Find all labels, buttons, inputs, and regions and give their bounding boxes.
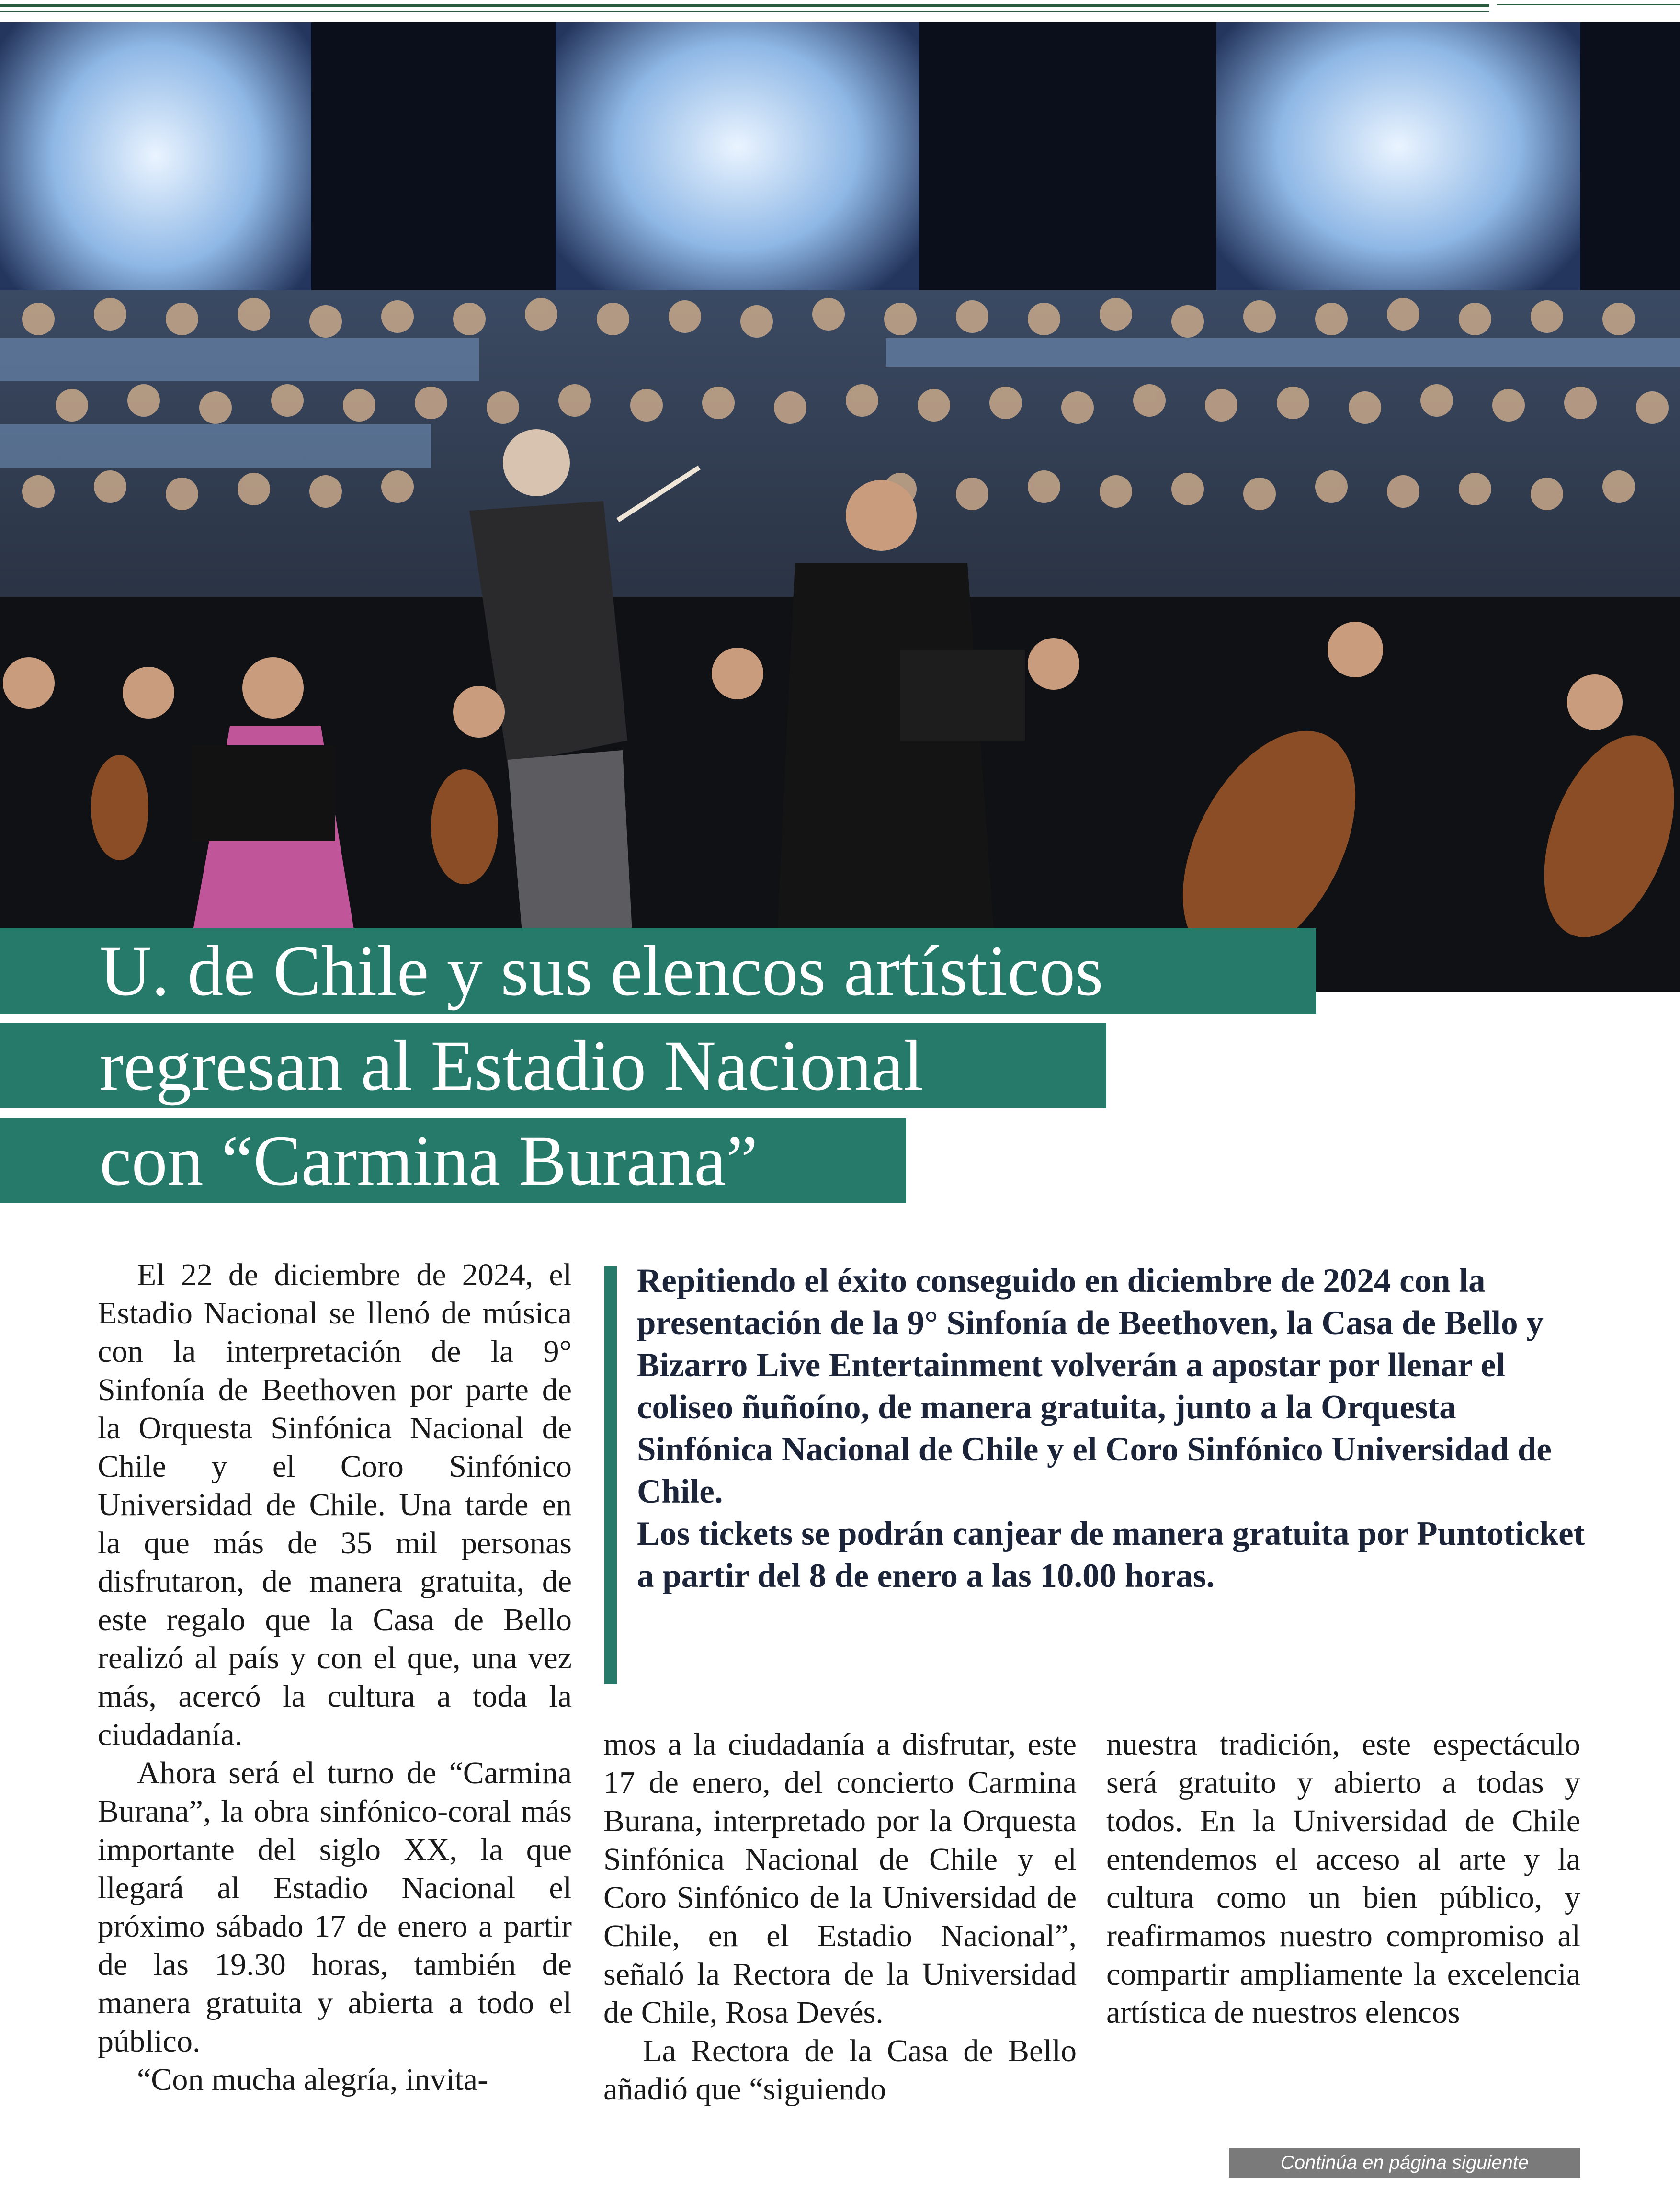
- rule-thick: [0, 4, 1489, 7]
- body-paragraph: La Rectora de la Casa de Bello añadió que “siguiendo: [603, 2033, 1077, 2107]
- body-column-2: [603, 1725, 1077, 2109]
- pullquote-bar: [604, 1266, 617, 1684]
- body-paragraph: nuestra tradición, este espectáculo será gratuito y abierto a todas y todos. En la Universidad de Chile entendemos el acceso al arte y la cultura como un bien público, y reafirmamos nuestro compromiso al compartir ampliamente la excelencia artística de nuestros elencos: [1106, 1727, 1580, 2030]
- top-rule: [0, 0, 1680, 22]
- rule-right: [1497, 4, 1680, 5]
- concert-photo-illustration: [0, 22, 1680, 992]
- body-paragraph: Ahora será el turno de “Carmina Burana”, la obra sinfónico-coral más importante del siglo XX, la que llegará al Estadio Nacional el próximo sábado 17 de enero a partir de las 19.30 horas, también de manera gratuita y abierta a todo el público.: [98, 1756, 572, 2059]
- pullquote: [637, 1260, 1600, 1597]
- spotlight-panel: [1216, 22, 1580, 333]
- pullquote-paragraph: Repitiendo el éxito conseguido en diciembre de 2024 con la presentación de la 9° Sinfonía de Beethoven, la Casa de Bello y Bizarro Live Entertainment volverán a apostar por llenar el coliseo ñuñoíno, de manera gratuita, junto a la Orquesta Sinfónica Nacional de Chile y el Coro Sinfónico Universidad de Chile.: [637, 1262, 1552, 1510]
- pullquote-paragraph: Los tickets se podrán canjear de manera gratuita por Puntoticket a partir del 8 de enero a las 10.00 horas.: [637, 1515, 1585, 1595]
- rule-thin: [0, 11, 1489, 12]
- body-column-1: [98, 1256, 572, 2099]
- headline-line-2: regresan al Estadio Nacional: [0, 1023, 1106, 1108]
- headline-line-3: con “Carmina Burana”: [0, 1118, 906, 1203]
- body-column-3: [1106, 1725, 1580, 2032]
- body-paragraph: El 22 de diciembre de 2024, el Estadio Nacional se llenó de música con la interpretación de la 9° Sinfonía de Beethoven por parte de la Orquesta Sinfónica Nacional de Chile y el Coro Sinfónico Universidad de Chile. Una tarde en la que más de 35 mil personas disfrutaron, de manera gratuita, de este regalo que la Casa de Bello realizó al país y con el que, una vez más, acercó la cultura a toda la ciudadanía.: [98, 1257, 572, 1752]
- body-paragraph: “Con mucha alegría, invita-: [137, 2062, 488, 2097]
- continue-label[interactable]: Continúa en página siguiente: [1229, 2148, 1580, 2178]
- headline-line-1: U. de Chile y sus elencos artísticos: [0, 928, 1316, 1014]
- spotlight-panel: [556, 22, 919, 333]
- concert-photo: [0, 22, 1680, 992]
- body-paragraph: mos a la ciudadanía a disfrutar, este 17 de enero, del concierto Carmina Burana, interpretado por la Orquesta Sinfónica Nacional de Chile y el Coro Sinfónico de la Universidad de Chile, en el Estadio Nacional”, señaló la Rectora de la Universidad de Chile, Rosa Devés.: [603, 1727, 1077, 2030]
